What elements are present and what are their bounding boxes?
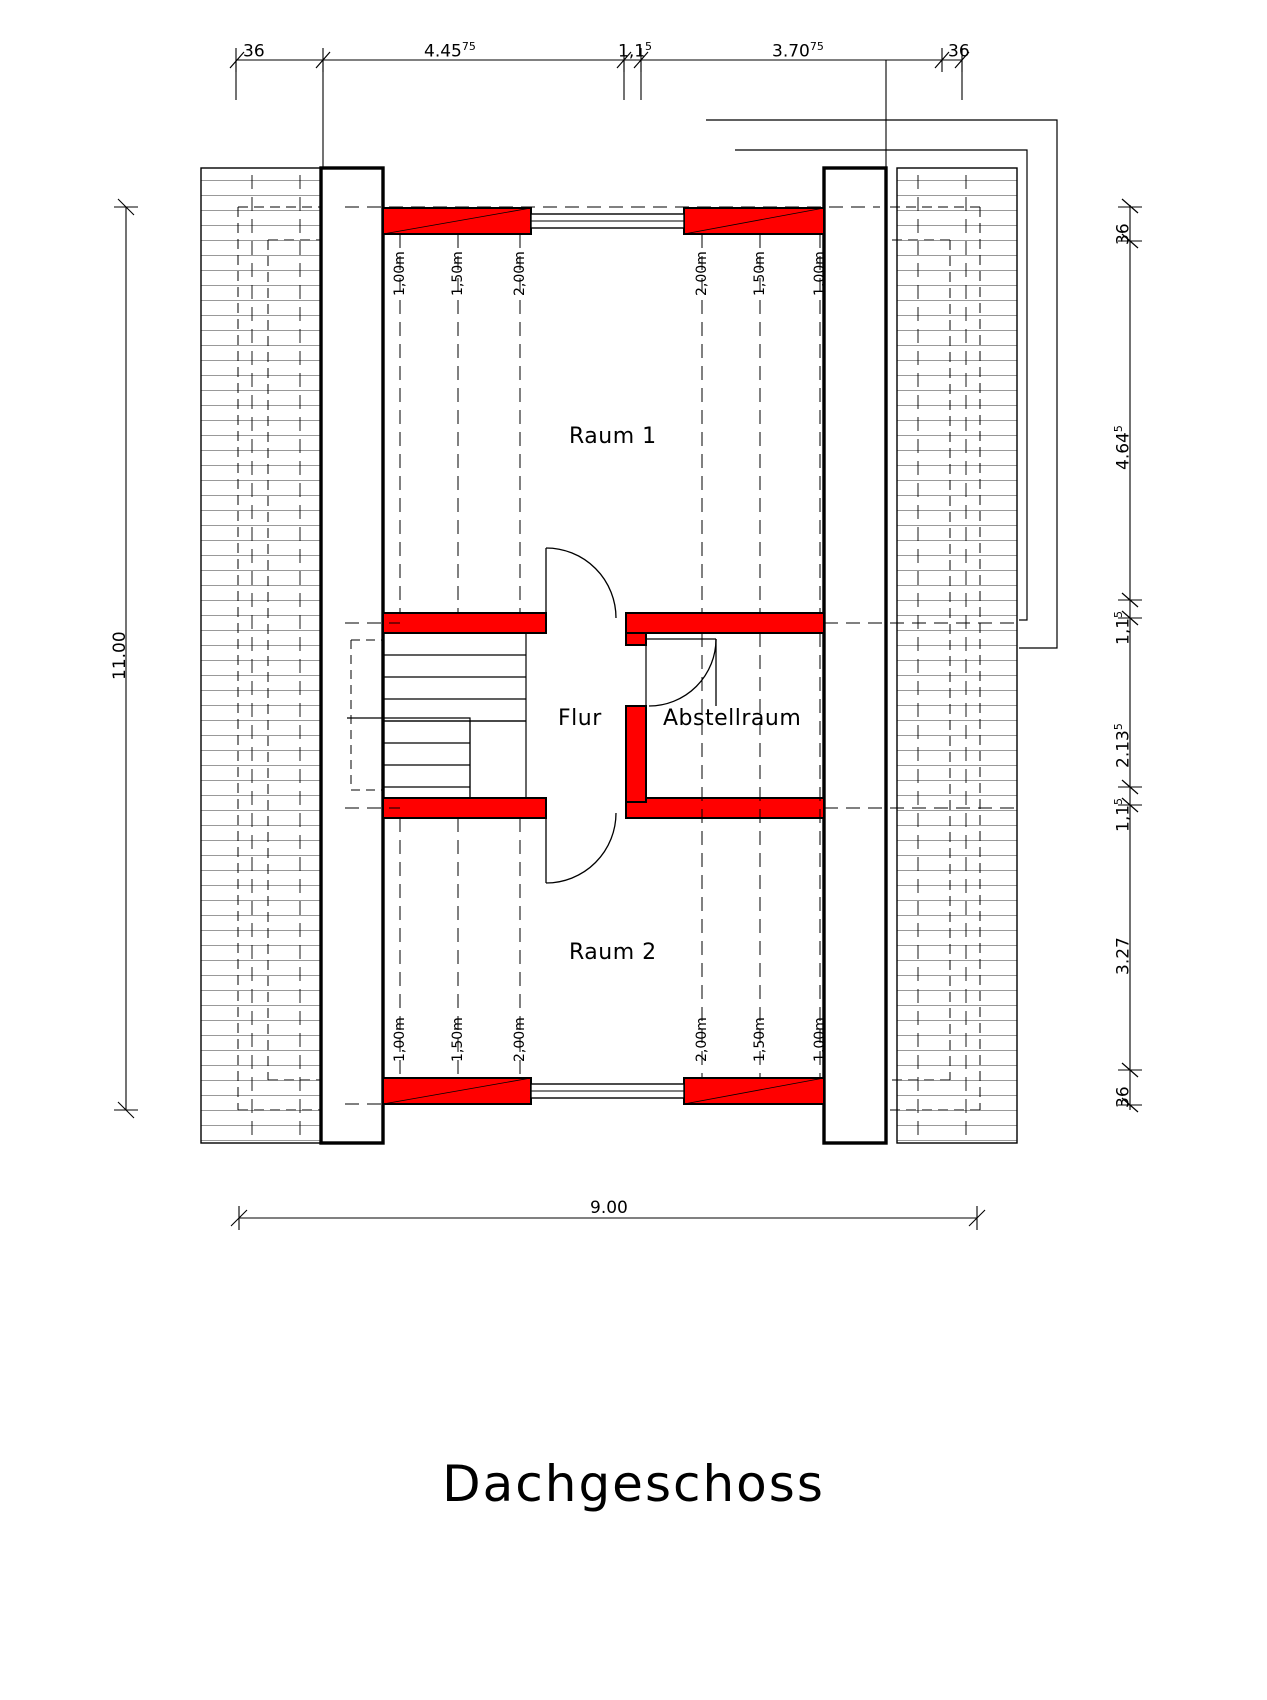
window-height-label: 1,50m <box>752 1017 768 1062</box>
door-flur-upper <box>546 548 616 633</box>
dimension-line-right <box>1118 199 1142 1112</box>
dim-right-5: $1,1^5$ <box>1112 797 1134 832</box>
door-abstellraum <box>649 639 716 706</box>
dim-top-3: $1,1^5$ <box>618 40 653 62</box>
wall-segment-top-right <box>684 208 824 234</box>
window-height-label: 1,00m <box>392 1017 408 1062</box>
window-height-label: 1,50m <box>450 1017 466 1062</box>
window-height-label: 1,00m <box>392 251 408 296</box>
dim-left-total: 11.00 <box>110 631 130 680</box>
window-height-label: 1,50m <box>450 251 466 296</box>
window-height-label: 1,00m <box>812 1017 828 1062</box>
room-label-raum-1: Raum 1 <box>569 424 657 449</box>
window-height-label: 2,00m <box>694 251 710 296</box>
window-height-label: 2,00m <box>512 251 528 296</box>
window-top-center <box>531 214 684 228</box>
roof-hatch-left <box>201 168 321 1143</box>
dim-top-2: 4.45$^{75}$ <box>424 40 476 62</box>
window-height-label: 1,50m <box>752 251 768 296</box>
interior-wall-upper-right <box>626 613 824 633</box>
dim-top-1: 36 <box>243 41 265 62</box>
plan-title: Dachgeschoss <box>442 1455 825 1513</box>
window-bottom-center <box>531 1084 684 1098</box>
wall-segment-bottom-right <box>684 1078 824 1104</box>
dim-right-4: 2.13$^5$ <box>1112 723 1134 768</box>
roof-hatch-right <box>897 168 1017 1143</box>
window-height-label: 1,00m <box>812 251 828 296</box>
dim-right-1: 36 <box>1113 223 1134 245</box>
dim-right-6: 3.27 <box>1113 937 1134 975</box>
room-label-abstellraum: Abstellraum <box>663 706 802 731</box>
interior-wall-upper-left <box>383 613 546 633</box>
dim-bottom-total: 9.00 <box>590 1198 628 1218</box>
interior-wall-lower-left <box>383 798 546 818</box>
dim-right-2: 4.64$^5$ <box>1112 425 1134 470</box>
dim-top-5: 36 <box>948 41 970 62</box>
room-label-flur: Flur <box>558 706 602 731</box>
storage-room-outline <box>646 639 716 706</box>
interior-wall-vertical-storage <box>626 633 646 802</box>
dim-right-3: $1,1^5$ <box>1112 610 1134 645</box>
interior-wall-lower-right <box>626 798 824 818</box>
dim-top-4: 3.70$^{75}$ <box>772 40 824 62</box>
wall-segment-top-left <box>383 208 531 234</box>
wall-segment-bottom-left <box>383 1078 531 1104</box>
window-height-label: 2,00m <box>694 1017 710 1062</box>
window-height-label: 2,00m <box>512 1017 528 1062</box>
door-flur-lower <box>546 798 616 883</box>
room-label-raum-2: Raum 2 <box>569 940 657 965</box>
dim-right-7: 36 <box>1113 1086 1134 1108</box>
